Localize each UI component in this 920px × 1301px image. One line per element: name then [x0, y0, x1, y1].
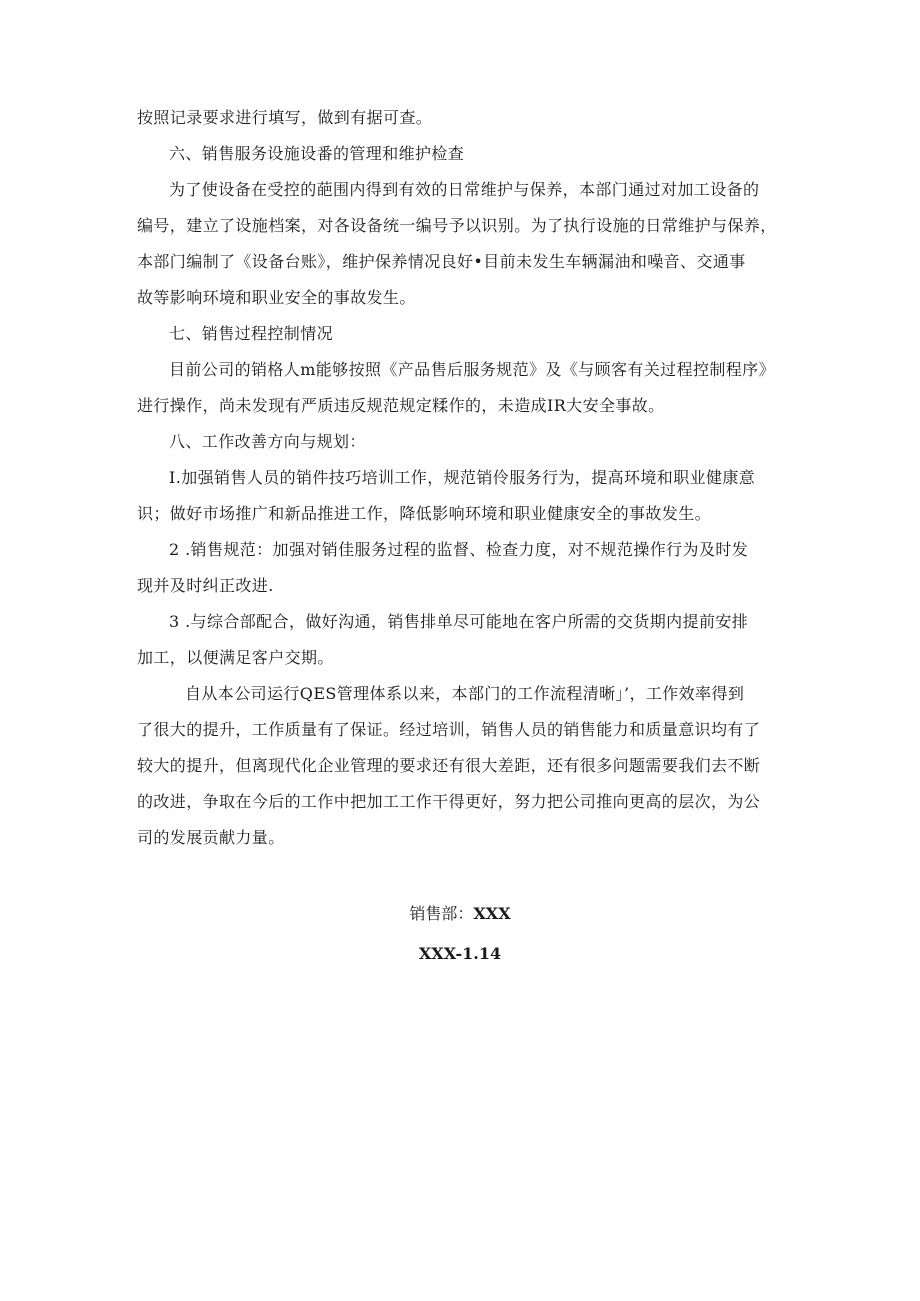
- signature-date: XXX-1.14: [418, 944, 502, 963]
- section-heading-8: 八、工作改善方向与规划：: [169, 432, 366, 451]
- summary-line: 了很大的提升，工作质量有了保证。经过培训，销售人员的销售能力和质量意识均有了: [137, 720, 761, 739]
- department-name: XXX: [473, 904, 511, 923]
- summary-line: 司的发展贡献力量。: [137, 828, 285, 847]
- summary-line: 较大的提升，但离现代化企业管理的要求还有很大差距，还有很多问题需要我们去不断: [137, 756, 761, 775]
- signature-department: [0, 902, 920, 926]
- department-label: 销售部：: [409, 904, 474, 923]
- paragraph-line: 故等影响环境和职业安全的事故发生。: [137, 288, 416, 307]
- list-item-3-line: 3 .与综合部配合，做好沟通，销售排单尽可能地在客户所需的交货期内提前安排: [169, 612, 749, 631]
- list-item-3-line: 加工，以便满足客户交期。: [137, 648, 334, 667]
- list-item-1-line: 识；做好市场推广和新品推进工作，降低影响环境和职业健康安全的事故发生。: [137, 504, 712, 523]
- paragraph-line: 本部门编制了《设备台账》，维护保养情况良好•目前未发生车辆漏油和噪音、交通事: [137, 252, 746, 271]
- list-item-1-line: I.加强销售人员的销件技巧培训工作，规范销伶服务行为，提高环境和职业健康意: [169, 468, 756, 487]
- summary-line: 自从本公司运行QES管理体系以来，本部门的工作流程清晰」’，工作效率得到: [185, 684, 745, 703]
- section-heading-7: 七、销售过程控制情况: [169, 324, 334, 343]
- paragraph-line: 目前公司的销格人m能够按照《产品售后服务规范》及《与顾客有关过程控制程序》: [169, 360, 775, 379]
- document-body: [137, 100, 787, 856]
- summary-line: 的改进，争取在今后的工作中把加工工作干得更好，努力把公司推向更高的层次，为公: [137, 792, 761, 811]
- paragraph-line: 编号，建立了设施档案，对各设备统一编号予以识别。为了执行设施的日常维护与保养，: [137, 216, 777, 235]
- paragraph-line: 为了使设备在受控的葩围内得到有效的日常维护与保养，本部门通过对加工设备的: [169, 180, 760, 199]
- section-heading-6: 六、销售服务设施设番的管理和维护检查: [169, 144, 465, 163]
- list-item-2-line: 2 .销售规范：加强对销佳服务过程的监督、检查力度，对不规范操作行为及时发: [169, 540, 749, 559]
- paragraph-line: 进行操作，尚未发现有严质违反规范规定糅作的，未造成IR大安全事故。: [137, 396, 665, 415]
- list-item-2-line: 现并及时纠正改进.: [137, 576, 274, 595]
- paragraph-line: 按照记录要求进行填写，做到有据可查。: [137, 108, 433, 127]
